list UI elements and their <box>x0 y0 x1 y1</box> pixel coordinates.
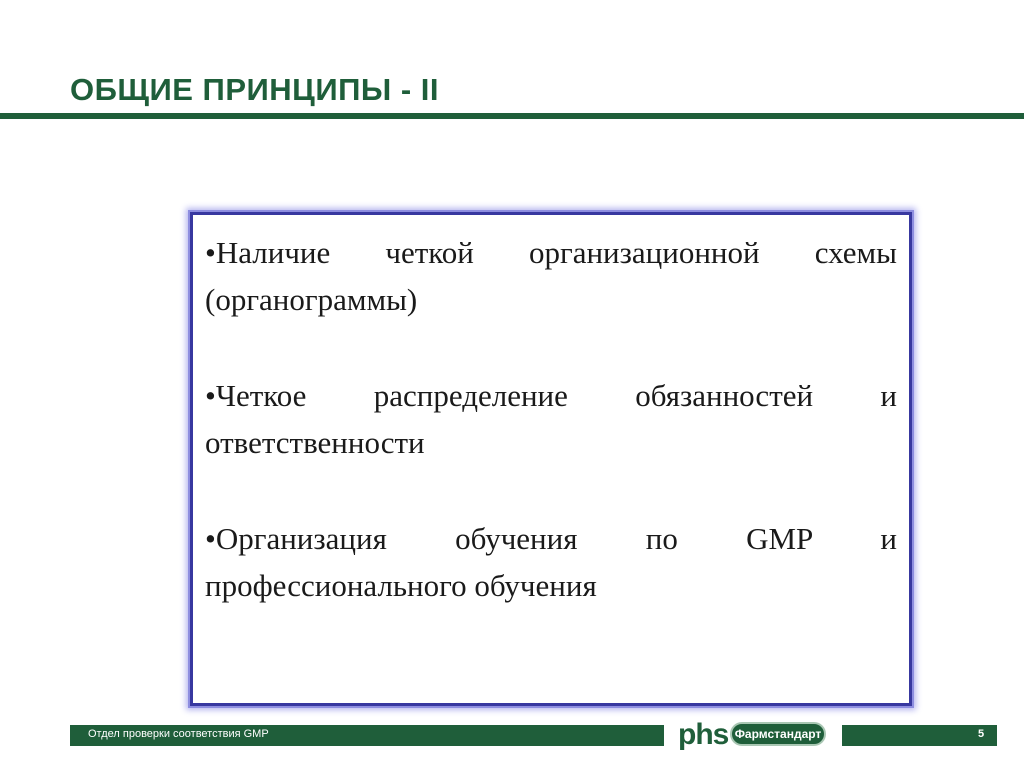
bullet-item: •Организация обучения по GMP и профессионального обучения <box>205 521 897 603</box>
footer-department-text: Отдел проверки соответствия GMP <box>88 728 269 740</box>
logo-name: Фармстандарт <box>730 722 826 746</box>
company-logo <box>678 716 828 754</box>
page-number: 5 <box>978 728 985 740</box>
content-box <box>190 212 912 706</box>
bullet-item: •Наличие четкой организационной схемы (органограммы) <box>205 235 897 317</box>
footer-bar-right <box>842 725 997 746</box>
page-title: ОБЩИЕ ПРИНЦИПЫ - II <box>70 72 440 107</box>
logo-mark: phs <box>678 718 729 751</box>
bullet-item: •Четкое распределение обязанностей и ответственности <box>205 378 897 460</box>
title-divider <box>0 113 1024 119</box>
